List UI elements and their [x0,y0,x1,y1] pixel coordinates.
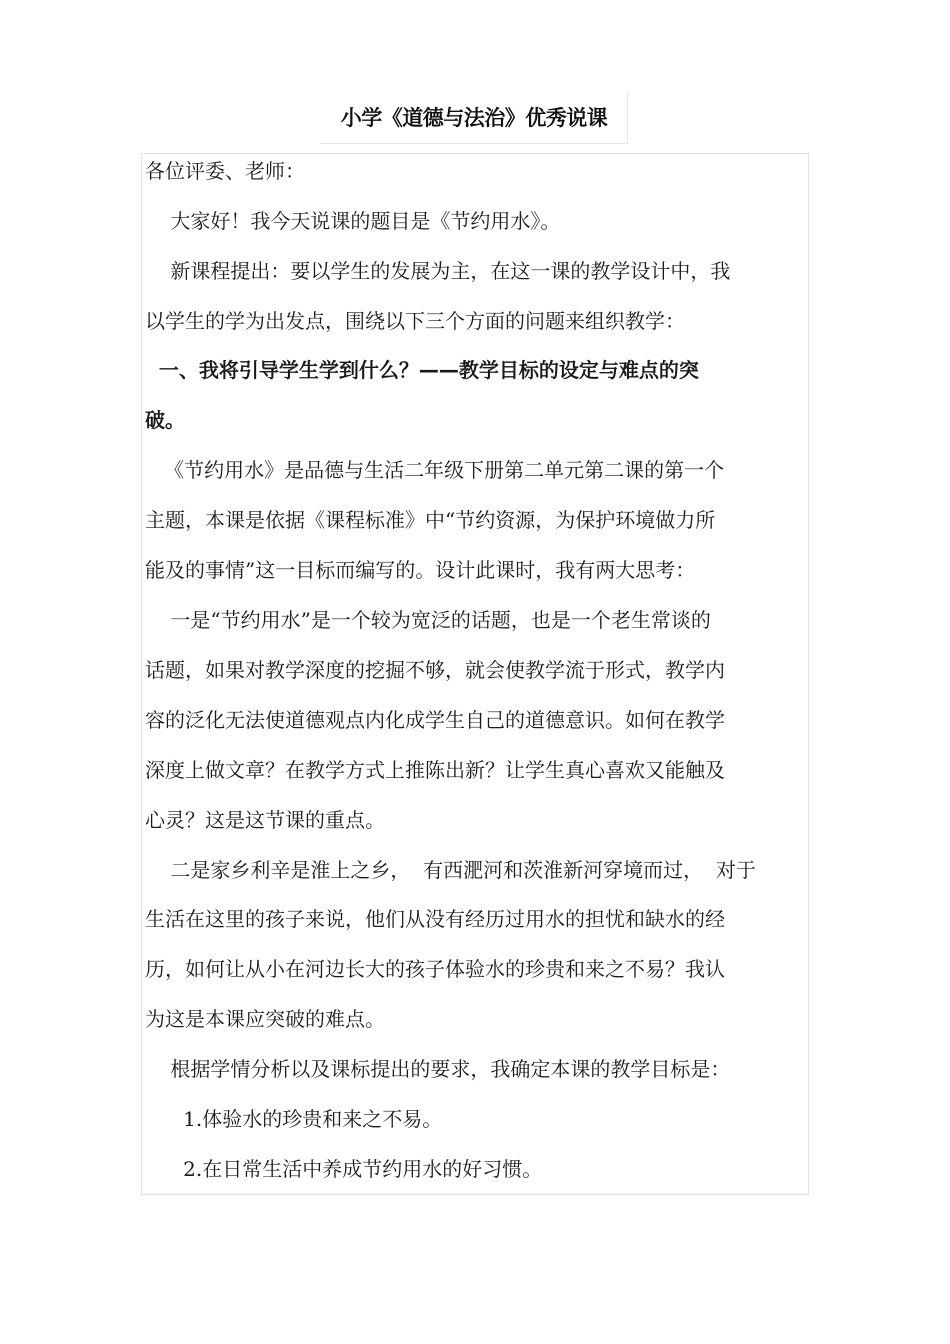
section-heading-continued: 破。 [145,408,185,432]
text-line: 新课程提出：要以学生的发展为主，在这一课的教学设计中，我 [145,259,731,283]
list-item: 1.体验水的珍贵和来之不易。 [145,1107,443,1131]
text-line: 心灵？这是这节课的重点。 [145,808,385,832]
text-line: 一是“节约用水”是一个较为宽泛的话题，也是一个老生常谈的 [145,608,711,632]
title-box [320,92,628,144]
text-line: 主题，本课是依据《课程标准》中“节约资源，为保护环境做力所 [145,508,716,532]
list-item: 2.在日常生活中养成节约用水的好习惯。 [145,1157,543,1181]
text-line: 以学生的学为出发点，围绕以下三个方面的问题来组织教学： [145,309,685,333]
section-heading: 一、我将引导学生学到什么？——教学目标的设定与难点的突 [145,358,699,382]
text-line: 容的泛化无法使道德观点内化成学生自己的道德意识。如何在教学 [145,708,725,732]
text-line: 能及的事情”这一目标而编写的。设计此课时，我有两大思考： [145,558,696,582]
text-line: 话题，如果对教学深度的挖掘不够，就会使教学流于形式，教学内 [145,658,725,682]
document-title: 小学《道德与法治》优秀说课 [340,106,608,130]
text-line: 为这是本课应突破的难点。 [145,1007,385,1031]
text-line: 各位评委、老师： [145,159,305,183]
text-line: 生活在这里的孩子来说，他们从没有经历过用水的担忧和缺水的经 [145,907,725,931]
text-line: 二是家乡利辛是淮上之乡， 有西淝河和茨淮新河穿境而过， 对于 [145,858,756,882]
text-line: 深度上做文章？在教学方式上推陈出新？让学生真心喜欢又能触及 [145,758,725,782]
text-line: 《节约用水》是品德与生活二年级下册第二单元第二课的第一个 [145,458,725,482]
text-line: 历，如何让从小在河边长大的孩子体验水的珍贵和来之不易？我认 [145,957,725,981]
text-line: 大家好！我今天说课的题目是《节约用水》。 [145,209,561,233]
text-line: 根据学情分析以及课标提出的要求，我确定本课的教学目标是： [145,1057,731,1081]
